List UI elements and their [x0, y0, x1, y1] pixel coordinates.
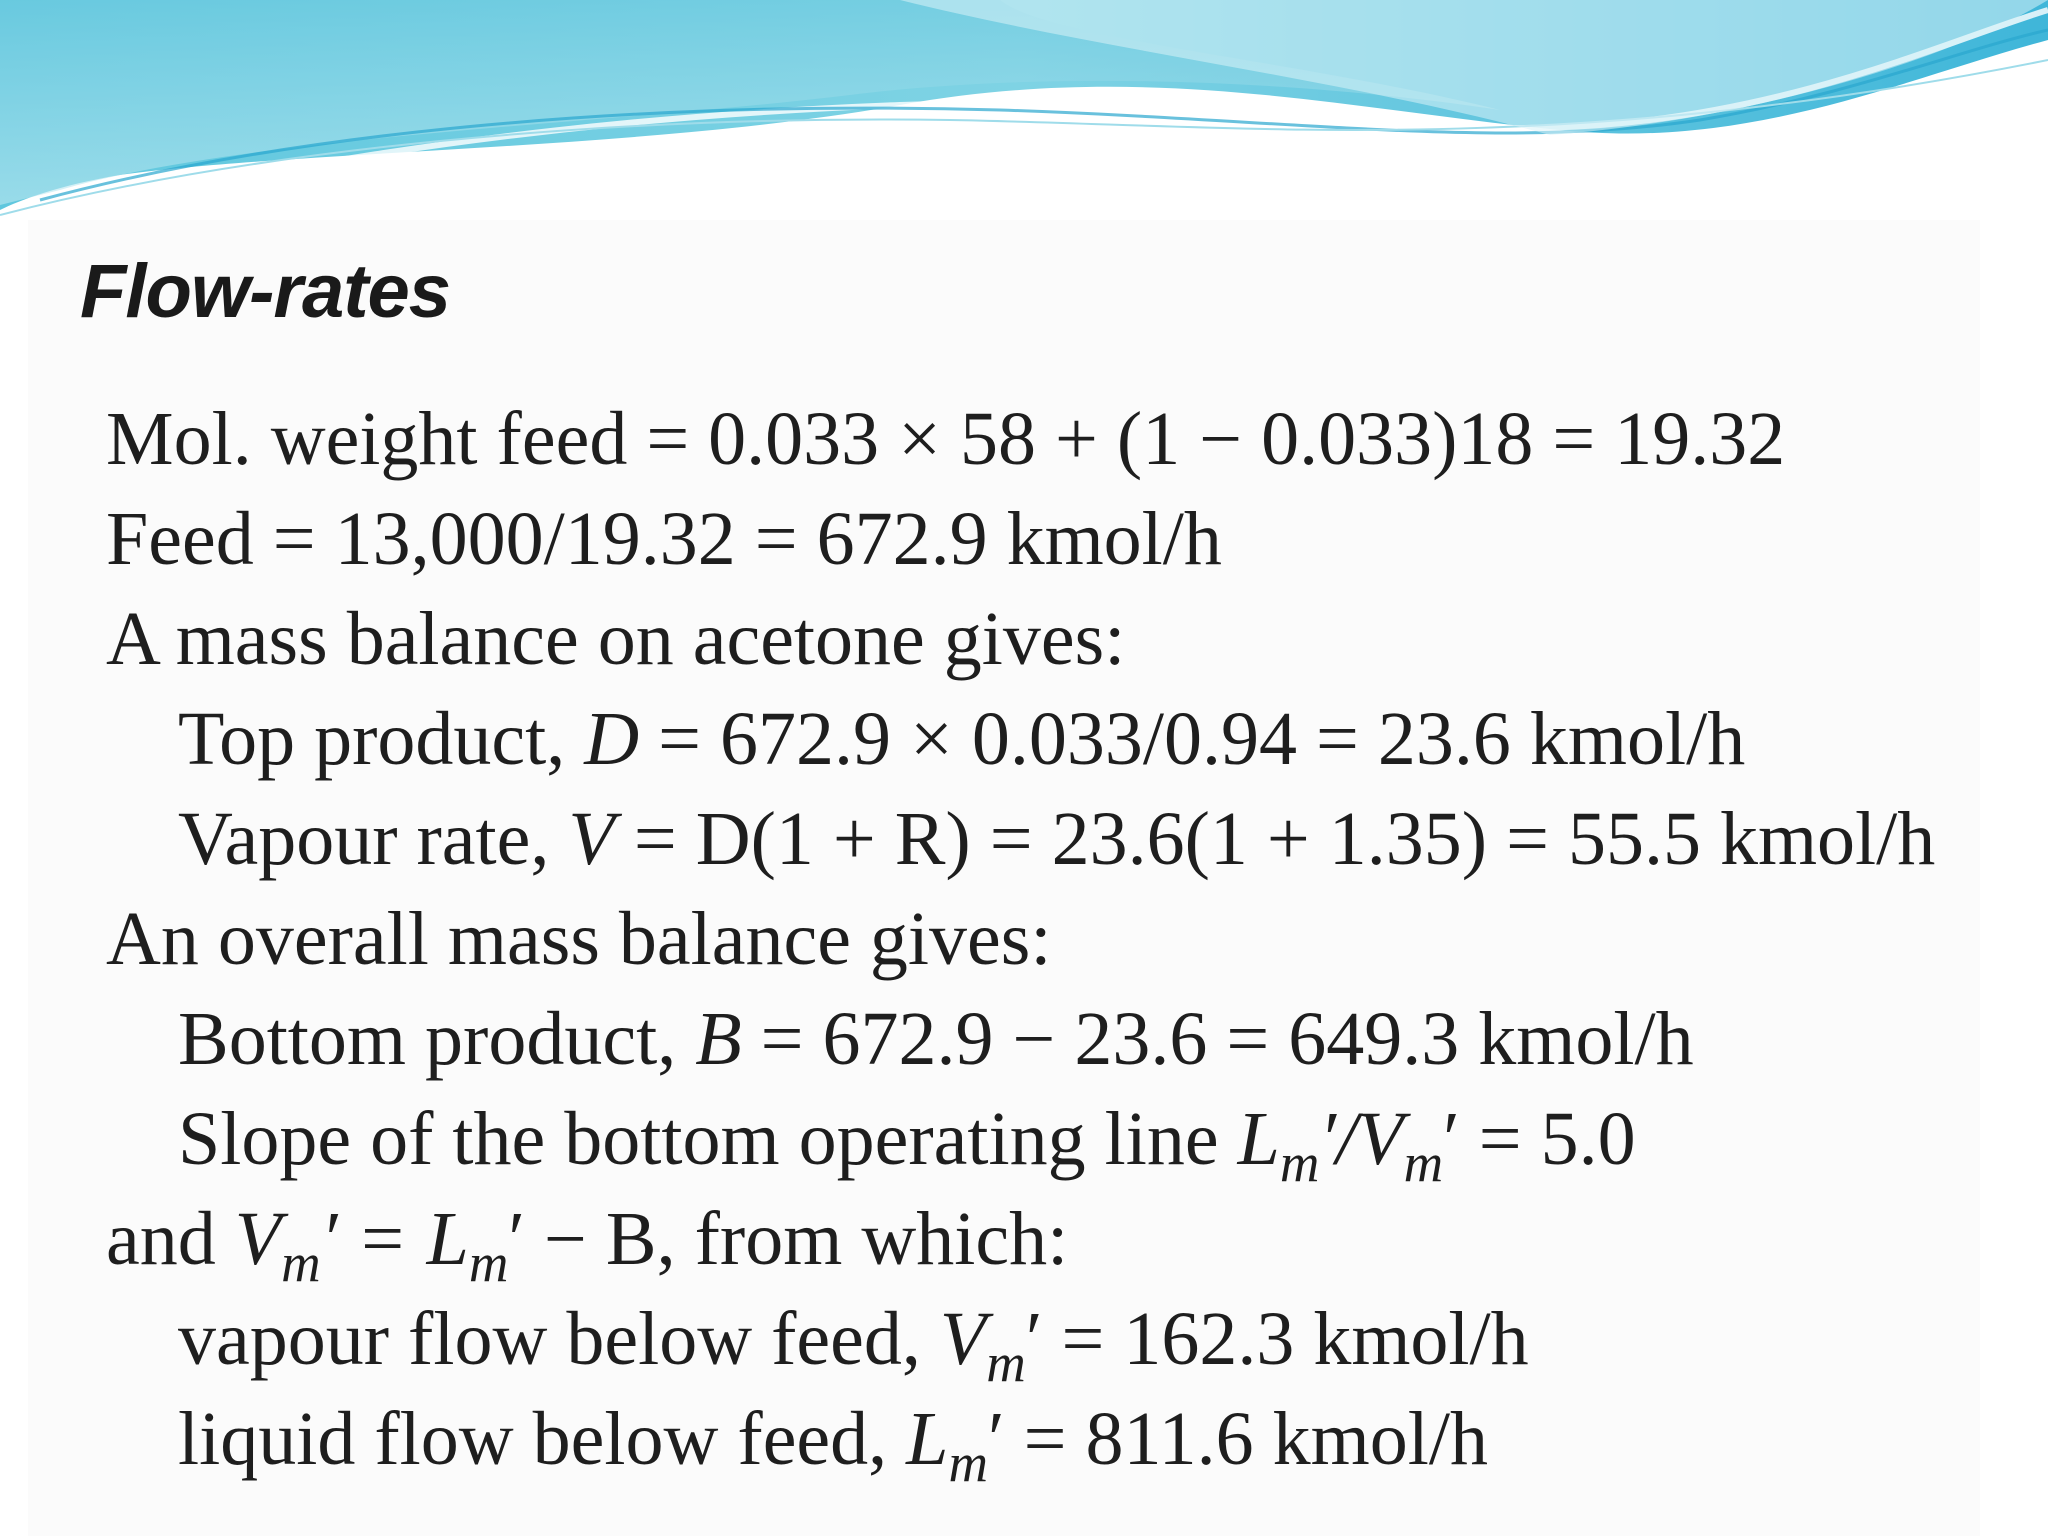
- equation-vapour-flow-below-feed: vapour flow below feed, $V_m' = 162.3$ kmol/h: [178, 1297, 1529, 1394]
- text-mass-balance-acetone: A mass balance on acetone gives:: [106, 597, 1126, 681]
- text-overall-mass-balance: An overall mass balance gives:: [106, 897, 1052, 981]
- equation-bottom-product: Bottom product, B = 672.9 − 23.6 = 649.3 kmol/h: [178, 997, 1694, 1081]
- equation-mol-weight: Mol. weight feed = 0.033 × 58 + (1 − 0.033)18 = 19.32: [106, 397, 1786, 481]
- slide-heading: Flow-rates: [80, 249, 451, 334]
- equation-feed: Feed = 13,000/19.32 = 672.9 kmol/h: [106, 497, 1222, 581]
- equation-vm-relation: and $V_m' = L_m' - B$, from which:: [106, 1197, 1069, 1294]
- equation-vapour-rate: Vapour rate, V = D(1 + R) = 23.6(1 + 1.35) = 55.5 kmol/h: [178, 797, 1936, 881]
- decorative-wave-banner: [0, 0, 2048, 240]
- equation-liquid-flow-below-feed: liquid flow below feed, $L_m' = 811.6$ kmol/h: [178, 1397, 1488, 1494]
- equation-slope-bottom-line: Slope of the bottom operating line $L_m'/V_m' = 5.0$: [178, 1097, 1636, 1194]
- equation-top-product: Top product, D = 672.9 × 0.033/0.94 = 23.6 kmol/h: [178, 697, 1746, 781]
